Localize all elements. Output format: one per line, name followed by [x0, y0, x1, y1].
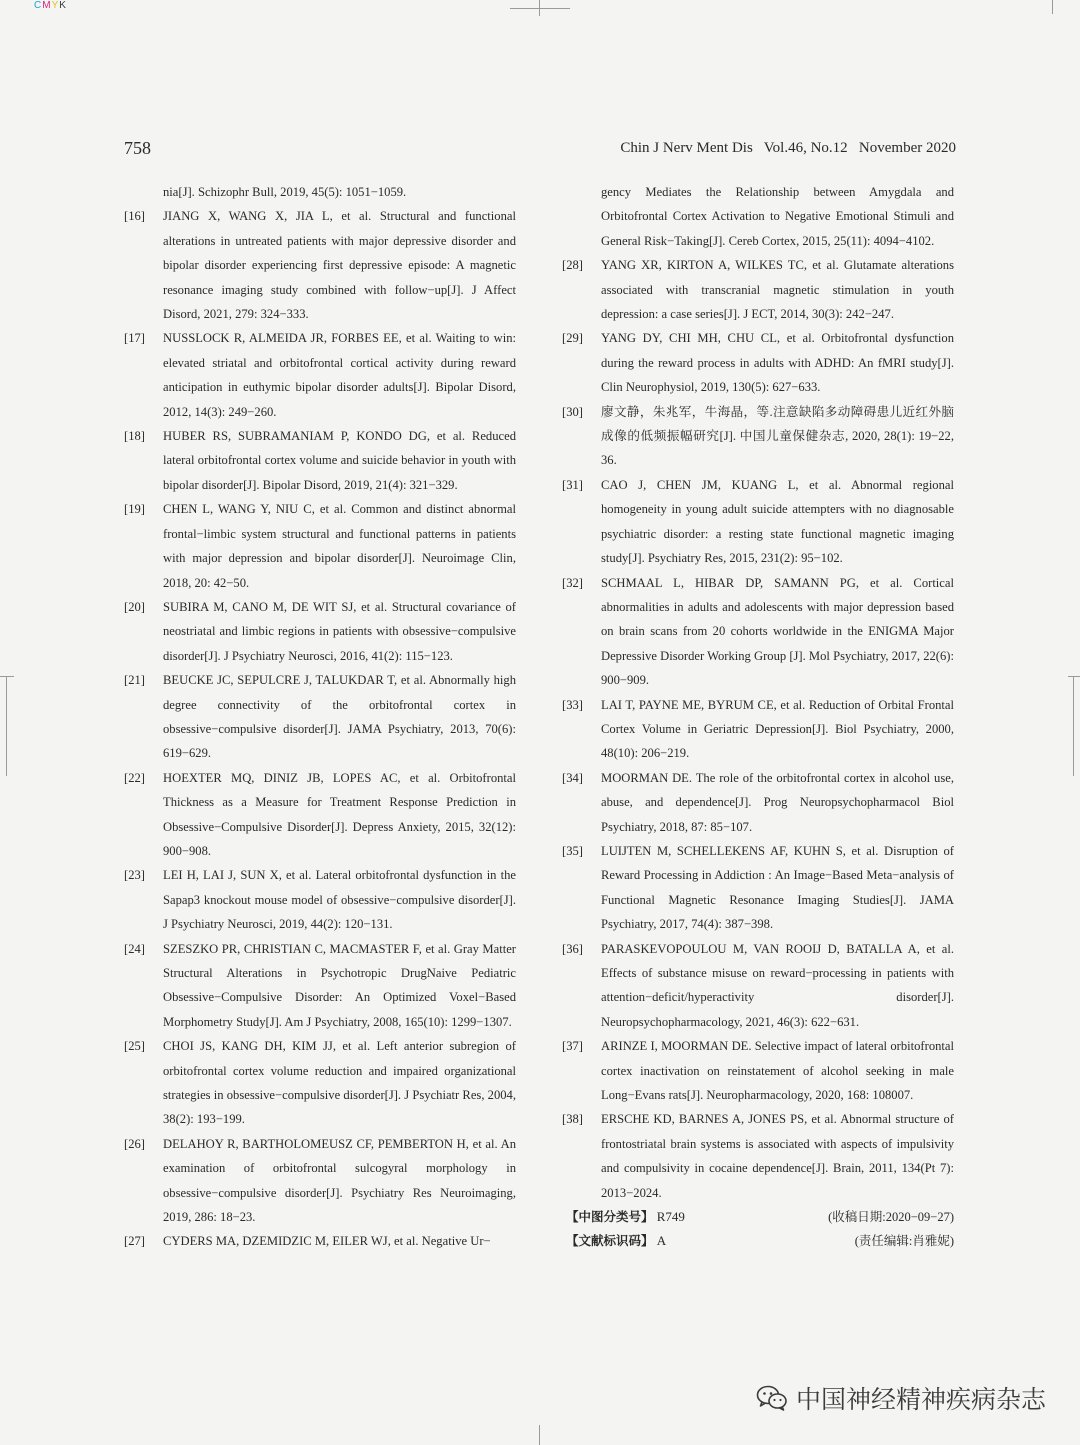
- crop-mark-bottom: [539, 1425, 540, 1445]
- reference-number: [23]: [124, 868, 145, 883]
- reference-number: [30]: [562, 404, 583, 419]
- reference-number: [29]: [562, 331, 583, 346]
- reference-entry: [124, 424, 516, 497]
- cmyk-m: M: [42, 0, 52, 11]
- reference-number: [34]: [562, 770, 583, 785]
- cmyk-registration-mark: [34, 0, 67, 12]
- cmyk-k: K: [59, 0, 67, 11]
- reference-text: SUBIRA M, CANO M, DE WIT SJ, et al. Structural covariance of neostriatal and limbic regions in patients with obsessive−compulsive disorder[J]. J Psychiatry Neurosci, 2016, 41(2): 115−123.: [163, 599, 516, 663]
- reference-number: [28]: [562, 258, 583, 273]
- crop-mark-top-right: [1052, 0, 1053, 14]
- crop-mark-left: [0, 676, 14, 677]
- reference-number: [37]: [562, 1039, 583, 1054]
- reference-number: [21]: [124, 673, 145, 688]
- received-date: (收稿日期:2020−09−27): [828, 1210, 954, 1225]
- reference-text: JIANG X, WANG X, JIA L, et al. Structural and functional alterations in untreated patients with major depressive disorder and bipolar disorder experiencing first depressive episode: A magnetic resonance imaging study combined with follow−up[J]. J Affect Disord, 2021, 279: 324−333.: [163, 209, 516, 322]
- responsible-editor: (责任编辑:肖雅妮): [854, 1234, 954, 1249]
- reference-entry: [562, 1034, 954, 1107]
- reference-text: PARASKEVOPOULOU M, VAN ROOIJ D, BATALLA A, et al. Effects of substance misuse on reward−processing in patients with attention−deficit/hyperactivity disorder[J]. Neuropsychopharmacology, 2021, 46(3): 622−631.: [601, 941, 954, 1029]
- reference-text: HOEXTER MQ, DINIZ JB, LOPES AC, et al. Orbitofrontal Thickness as a Measure for Treatment Response Prediction in Obsessive−Compulsive Disorder[J]. Depress Anxiety, 2015, 32(12): 900−908.: [163, 770, 516, 858]
- crop-mark-top-h: [510, 8, 570, 9]
- doc-code-value: A: [656, 1233, 667, 1249]
- reference-number: [20]: [124, 599, 145, 614]
- reference-text: ARINZE I, MOORMAN DE. Selective impact of lateral orbitofrontal cortex inactivation on reinstatement of alcohol seeking in male Long−Evans rats[J]. Neuropharmacology, 2020, 168: 108007.: [601, 1039, 954, 1103]
- reference-text: DELAHOY R, BARTHOLOMEUSZ CF, PEMBERTON H, et al. An examination of orbitofrontal sulcogyral morphology in obsessive−compulsive disorder[J]. Psychiatry Res Neuroimaging, 2019, 286: 18−23.: [163, 1136, 516, 1225]
- crop-mark-left-v: [6, 676, 7, 776]
- reference-text: BEUCKE JC, SEPULCRE J, TALUKDAR T, et al. Abnormally high degree connectivity of the orbitofrontal cortex in obsessive−compulsive disorder[J]. JAMA Psychiatry, 2013, 70(6): 619−629.: [163, 673, 516, 761]
- reference-entry: [124, 937, 516, 1035]
- reference-entry: [562, 937, 954, 1035]
- doc-code-label: 【文献标识码】: [566, 1233, 654, 1249]
- cmyk-c: C: [34, 0, 43, 11]
- reference-number: [33]: [562, 697, 583, 712]
- reference-entry: [562, 839, 954, 937]
- page-number: 758: [124, 138, 151, 158]
- reference-entry: [562, 253, 954, 326]
- document-code-row: [562, 1229, 954, 1253]
- reference-entry: [124, 204, 516, 326]
- reference-number: [36]: [562, 941, 583, 956]
- reference-text: CHEN L, WANG Y, NIU C, et al. Common and distinct abnormal frontal−limbic system structural and functional patterns in patients with major depression and bipolar disorder[J]. Neuroimage Clin, 2018, 20: 42−50.: [163, 502, 516, 590]
- reference-text: 廖文静，朱兆军，牛海晶，等.注意缺陷多动障碍患儿近红外脑成像的低频振幅研究[J]. 中国儿童保健杂志, 2020, 28(1): 19−22, 36.: [601, 404, 954, 468]
- crop-mark-right: [1068, 676, 1080, 677]
- reference-entry: [124, 1229, 516, 1253]
- reference-entry: [124, 668, 516, 766]
- running-head: Chin J Nerv Ment Dis Vol.46, No.12 November 2020: [620, 140, 956, 156]
- cmyk-y: Y: [51, 0, 60, 11]
- reference-entry: [562, 473, 954, 571]
- reference-text: LEI H, LAI J, SUN X, et al. Lateral orbitofrontal dysfunction in the Sapap3 knockout mouse model of obsessive−compulsive disorder[J]. J Psychiatry Neurosci, 2019, 44(2): 120−131.: [163, 868, 516, 932]
- reference-text: YANG DY, CHI MH, CHU CL, et al. Orbitofrontal dysfunction during the reward process in adults with ADHD: An fMRI study[J]. Clin Neurophysiol, 2019, 130(5): 627−633.: [601, 331, 954, 395]
- reference-number: [19]: [124, 502, 145, 517]
- meta-left: [566, 1205, 685, 1229]
- reference-entry: [562, 326, 954, 399]
- reference-text: NUSSLOCK R, ALMEIDA JR, FORBES EE, et al. Waiting to win: elevated striatal and orbitofrontal cortical activity during reward anticipation in euthymic bipolar disorder adults[J]. Bipolar Disord, 2012, 14(3): 249−260.: [163, 331, 516, 419]
- reference-entry: [124, 326, 516, 424]
- reference-entry: [562, 400, 954, 473]
- reference-entry: [124, 497, 516, 595]
- reference-text: SZESZKO PR, CHRISTIAN C, MACMASTER F, et al. Gray Matter Structural Alterations in Psychotropic DrugNaive Pediatric Obsessive−Compulsive Disorder: An Optimized Voxel−Based Morphometry Study[J]. Am J Psychiatry, 2008, 165(10): 1299−1307.: [163, 941, 516, 1029]
- reference-number: [22]: [124, 770, 145, 785]
- reference-text: nia[J]. Schizophr Bull, 2019, 45(5): 1051−1059.: [163, 185, 407, 199]
- reference-number: [18]: [124, 429, 145, 444]
- reference-number: [32]: [562, 575, 583, 590]
- reference-number: [25]: [124, 1039, 145, 1054]
- reference-entry: [124, 1034, 516, 1132]
- reference-entry: [562, 693, 954, 766]
- crop-mark-right-v: [1073, 676, 1074, 776]
- reference-entry: [124, 180, 516, 204]
- reference-text: SCHMAAL L, HIBAR DP, SAMANN PG, et al. Cortical abnormalities in adults and adolescents with major depression based on brain scans from 20 cohorts worldwide in the ENIGMA Major Depressive Disorder Working Group [J]. Mol Psychiatry, 2017, 22(6): 900−909.: [601, 575, 954, 688]
- reference-text: ERSCHE KD, BARNES A, JONES PS, et al. Abnormal structure of frontostriatal brain systems is associated with aspects of impulsivity and compulsivity in cocaine dependence[J]. Brain, 2011, 134(Pt 7): 2013−2024.: [601, 1112, 954, 1200]
- reference-number: [26]: [124, 1136, 145, 1151]
- reference-text: CYDERS MA, DZEMIDZIC M, EILER WJ, et al. Negative Ur−: [163, 1234, 491, 1249]
- reference-number: [27]: [124, 1234, 145, 1249]
- reference-entry: [562, 1107, 954, 1205]
- reference-text: MOORMAN DE. The role of the orbitofrontal cortex in alcohol use, abuse, and dependence[J]. Prog Neuropsychopharmacol Biol Psychiatry, 2018, 87: 85−107.: [601, 770, 954, 834]
- meta-left: [566, 1229, 666, 1253]
- references-right-column: [562, 180, 954, 1254]
- reference-entry: [124, 863, 516, 936]
- reference-number: [17]: [124, 331, 145, 346]
- reference-number: [24]: [124, 941, 145, 956]
- watermark: [756, 1380, 1046, 1416]
- references-left-column: [124, 180, 516, 1254]
- reference-text: HUBER RS, SUBRAMANIAM P, KONDO DG, et al. Reduced lateral orbitofrontal cortex volume and suicide behavior in youth with bipolar disorder[J]. Bipolar Disord, 2019, 21(4): 321−329.: [163, 429, 516, 492]
- reference-entry: [562, 180, 954, 253]
- clc-label: 【中图分类号】: [566, 1209, 654, 1225]
- reference-text: CAO J, CHEN JM, KUANG L, et al. Abnormal regional homogeneity in young adult suicide attempters with no diagnosable psychiatric disorder: a resting state functional magnetic imaging study[J]. Psychiatry Res, 2015, 231(2): 95−102.: [601, 477, 954, 566]
- wechat-icon: [756, 1384, 788, 1412]
- reference-text: YANG XR, KIRTON A, WILKES TC, et al. Glutamate alterations associated with transcranial magnetic stimulation in youth depression: a case series[J]. J ECT, 2014, 30(3): 242−247.: [601, 258, 954, 322]
- reference-text: gency Mediates the Relationship between Amygdala and Orbitofrontal Cortex Activation to Negative Emotional Stimuli and General Risk−Taking[J]. Cereb Cortex, 2015, 25(11): 4094−4102.: [601, 185, 954, 248]
- reference-entry: [124, 1132, 516, 1230]
- reference-number: [38]: [562, 1112, 583, 1127]
- reference-entry: [562, 766, 954, 839]
- reference-number: [35]: [562, 843, 583, 858]
- reference-text: CHOI JS, KANG DH, KIM JJ, et al. Left anterior subregion of orbitofrontal cortex volume reduction and impaired organizational strategies in obsessive−compulsive disorder[J]. J Psychiatr Res, 2004, 38(2): 193−199.: [163, 1039, 516, 1127]
- reference-text: LAI T, PAYNE ME, BYRUM CE, et al. Reduction of Orbital Frontal Cortex Volume in Geriatric Depression[J]. Biol Psychiatry, 2000, 48(10): 206−219.: [601, 697, 954, 761]
- clc-value: R749: [656, 1209, 685, 1225]
- reference-entry: [562, 571, 954, 693]
- reference-number: [31]: [562, 477, 583, 492]
- reference-text: LUIJTEN M, SCHELLEKENS AF, KUHN S, et al. Disruption of Reward Processing in Addiction : An Image−Based Meta−analysis of Functional Magnetic Resonance Imaging Studies[J]. JAMA Psychiatry, 2017, 74(4): 387−398.: [601, 843, 954, 932]
- classification-row: [562, 1205, 954, 1229]
- reference-entry: [124, 766, 516, 864]
- reference-entry: [124, 595, 516, 668]
- reference-number: [16]: [124, 209, 145, 224]
- watermark-text: 中国神经精神疾病杂志: [795, 1385, 1046, 1414]
